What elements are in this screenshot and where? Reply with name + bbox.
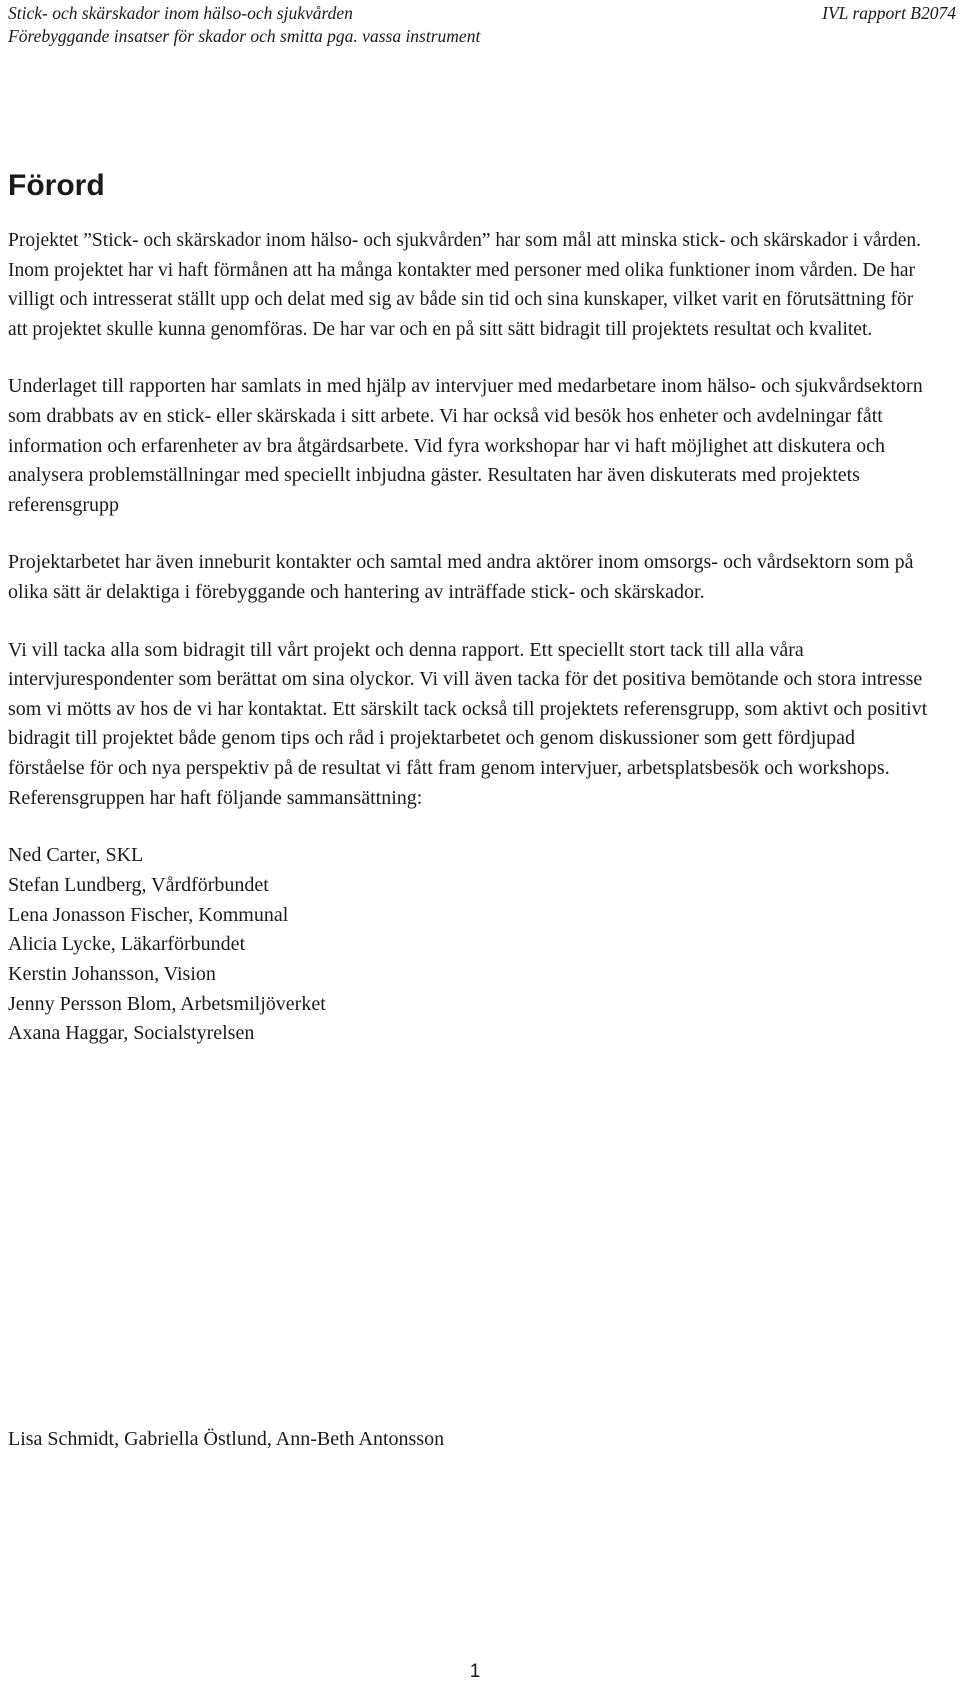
list-item: Ned Carter, SKL xyxy=(8,844,144,867)
header-report-title: Stick- och skärskador inom hälso-och sjukvården xyxy=(8,3,353,23)
list-item: Lena Jonasson Fischer, Kommunal xyxy=(8,903,289,926)
page-title: Förord xyxy=(8,169,105,202)
paragraph-method: Underlaget till rapporten har samlats in med hjälp av intervjuer med medarbetare inom hälso- och sjukvårdsektorn som drabbats av en stick- eller skärskada i sitt arbete. Vi har också vid besök hos enheter och avdelningar fått information och erfarenheter av bra åtgärdsarbete. Vid fyra workshopar har vi haft möjlighet att diskutera och analysera problemställningar med speciellt inbjudna gäster. Resultaten har även diskuterats med projektets referensgrupp xyxy=(8,375,923,516)
paragraph-intro: Projektet ”Stick- och skärskador inom hälso- och sjukvården” har som mål att minska stick- och skärskador i vården. Inom projektet har vi haft förmånen att ha många kontakter med personer med olika funktioner inom vården. De har villigt och intresserat ställt upp och delat med sig av både sin tid och sina kunskaper, vilket varit en förutsättning för att projektet skulle kunna genomföras. De har var och en på sitt sätt bidragit till projektets resultat och kvalitet. xyxy=(8,230,922,340)
list-item: Jenny Persson Blom, Arbetsmiljöverket xyxy=(8,992,326,1015)
header-report-number: IVL rapport B2074 xyxy=(822,3,956,23)
page-number: 1 xyxy=(469,1661,481,1682)
header-report-subtitle: Förebyggande insatser för skador och smitta pga. vassa instrument xyxy=(8,26,481,46)
list-item: Kerstin Johansson, Vision xyxy=(8,962,216,985)
list-item: Axana Haggar, Socialstyrelsen xyxy=(8,1022,255,1045)
reference-group-list xyxy=(8,841,936,1049)
list-item: Stefan Lundberg, Vårdförbundet xyxy=(8,873,269,896)
header-left xyxy=(8,2,480,48)
paragraph-thanks: Vi vill tacka alla som bidragit till vårt projekt och denna rapport. Ett speciellt stort tack till alla våra intervjurespondenter som berättat om sina olyckor. Vi vill även tacka för det positiva bemötande och stora intresse som vi mötts av hos de vi har kontaktat. Ett särskilt tack också till projektets referensgrupp, som aktivt och positivt bidragit till projektet både genom tips och råd i projektarbetet och genom diskussioner som gett fördjupad förståelse för och nya perspektiv på de resultat vi fått fram genom intervjuer, arbetsplatsbesök och workshops. Referensgruppen har haft följande sammansättning: xyxy=(8,638,928,809)
list-item: Alicia Lycke, Läkarförbundet xyxy=(8,933,246,956)
page-content xyxy=(8,168,936,1049)
authors-signature: Lisa Schmidt, Gabriella Östlund, Ann-Beth Antonsson xyxy=(8,1428,445,1450)
paragraph-contacts: Projektarbetet har även inneburit kontakter och samtal med andra aktörer inom omsorgs- och vårdsektorn som på olika sätt är delaktiga i förebyggande och hantering av inträffade stick- och skärskador. xyxy=(8,551,914,603)
